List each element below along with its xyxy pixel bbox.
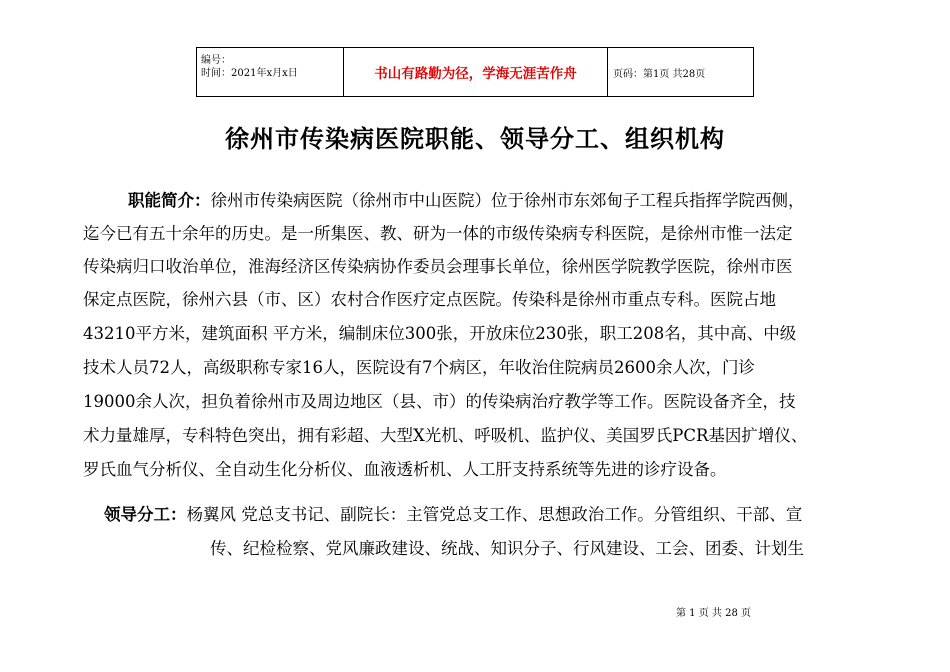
- intro-line-7: 19000余人次，担负着徐州市及周边地区（县、市）的传染病治疗教学等工作。医院设备齐全，技: [83, 392, 796, 411]
- intro-line-8: 术力量雄厚，专科特色突出，拥有彩超、大型X光机、呼吸机、监护仪、美国罗氏PCR基因扩增仪、: [83, 426, 808, 445]
- leaders-line-2: 传、纪检检察、党风廉政建设、统战、知识分子、行风建设、工会、团委、计划生: [210, 539, 804, 558]
- intro-line-1: [128, 190, 805, 212]
- document-number-label: 编号：: [201, 55, 231, 66]
- header-table: [196, 47, 754, 97]
- intro-line-6: 技术人员72人，高级职称专家16人，医院设有7个病区，年收治住院病员2600余人次，门诊: [83, 358, 755, 377]
- leaders-label: 领导分工：: [104, 505, 187, 524]
- intro-label: 职能简介：: [128, 191, 211, 210]
- intro-line-3: 传染病归口收治单位，淮海经济区传染病协作委员会理事长单位，徐州医学院教学医院，徐州市医: [83, 257, 793, 276]
- header-motto: 书山有路勤为径，学海无涯苦作舟: [344, 48, 608, 97]
- intro-line-4: 保定点医院，徐州六县（市、区）农村合作医疗定点医院。传染科是徐州市重点专科。医院占地: [83, 290, 776, 309]
- document-time-label: 时间：2021年x月x日: [201, 68, 298, 79]
- footer-page-number: 第 1 页 共 28 页: [676, 608, 751, 619]
- leaders-text-1: 杨翼风 党总支书记、副院长：主管党总支工作、思想政治工作。分管组织、干部、宣: [186, 505, 803, 524]
- intro-line-9: 罗氏血气分析仪、全自动生化分析仪、血液透析机、人工肝支持系统等先进的诊疗设备。: [83, 460, 727, 479]
- header-meta-cell: [197, 48, 344, 97]
- intro-line-2: 迄今已有五十余年的历史。是一所集医、教、研为一体的市级传染病专科医院，是徐州市惟一法定: [83, 224, 793, 243]
- intro-line-5: 43210平方米，建筑面积 平方米，编制床位300张，开放床位230张，职工208名，其中高、中级: [83, 324, 797, 343]
- document-title: 徐州市传染病医院职能、领导分工、组织机构: [225, 125, 725, 153]
- leaders-line-1: [104, 504, 802, 526]
- header-page-number: 页码：第1页 共28页: [608, 48, 754, 97]
- intro-text-1: 徐州市传染病医院（徐州市中山医院）位于徐州市东郊甸子工程兵指挥学院西侧，: [210, 191, 805, 210]
